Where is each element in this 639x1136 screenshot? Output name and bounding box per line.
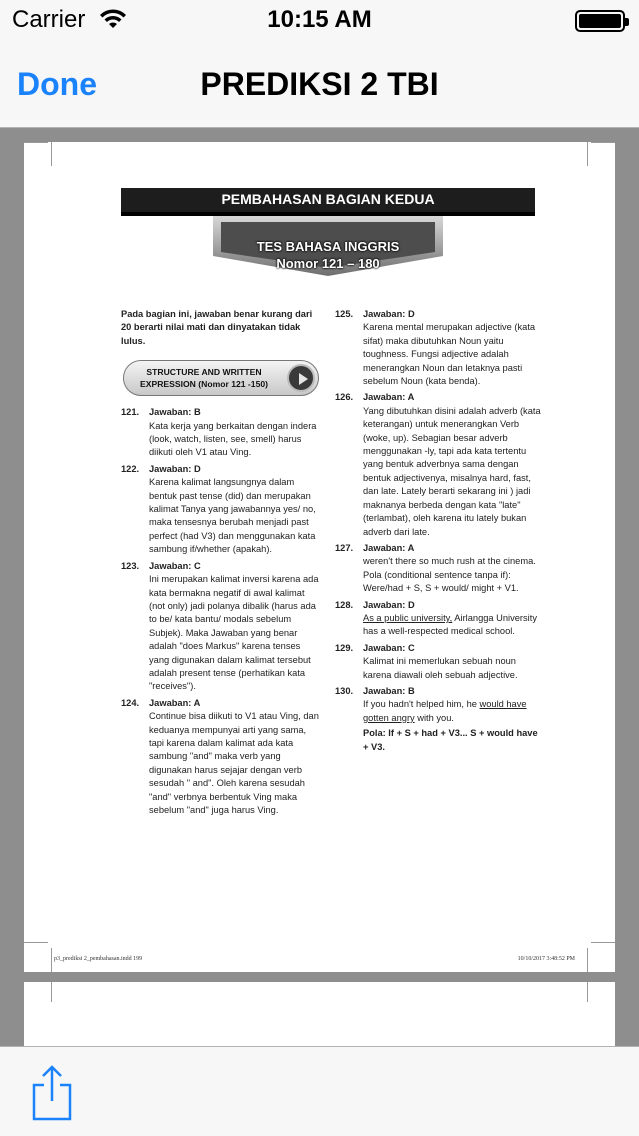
crop-mark bbox=[587, 948, 588, 972]
question-number: 123. bbox=[121, 560, 140, 571]
crop-mark bbox=[51, 948, 52, 972]
crop-mark bbox=[587, 142, 588, 166]
answer-label: Jawaban: C bbox=[363, 642, 415, 653]
question-item bbox=[335, 391, 541, 538]
status-bar bbox=[0, 0, 639, 40]
explanation-text: Yang dibutuhkan disini adalah adverb (kata keterangan) untuk menerangkan Verb (woke, up). Sebagian besar adverb menggunakan -ly, tapi ada kata tertentu yang bentuk adverbnya sama dengan bentuk adjectivenya, misalnya hard, fast, dan late. Lately berarti sekarang ini ) jadi maknanya berbeda dengan kata "late" (terlambat), oleh karena itu lately bukan adverb dari late. bbox=[363, 405, 541, 537]
nav-title: PREDIKSI 2 TBI bbox=[200, 66, 439, 102]
underlined-text: would have gotten angry bbox=[363, 699, 527, 723]
crop-mark bbox=[24, 942, 48, 943]
explanation-text: Kalimat ini memerlukan sebuah noun karena diawali oleh sebuah adjective. bbox=[363, 656, 518, 680]
explanation bbox=[363, 612, 541, 639]
question-item bbox=[335, 599, 541, 639]
question-number: 126. bbox=[335, 392, 354, 403]
question-number: 125. bbox=[335, 309, 354, 319]
crop-mark bbox=[591, 942, 615, 943]
answer-label: Jawaban: B bbox=[149, 407, 201, 418]
question-item bbox=[335, 542, 541, 596]
question-item bbox=[335, 642, 541, 682]
explanation-text: weren't there so much rush at the cinema. Pola (conditional sentence tanpa if): Were/had + S, S + would/ might + V1. bbox=[363, 556, 536, 594]
header-title: PEMBAHASAN BAGIAN KEDUA bbox=[221, 191, 435, 207]
explanation-text: Airlangga University has a well-respected medical school. bbox=[363, 612, 537, 637]
explanation-text: Karena mental merupakan adjective (kata sifat) maka dibutuhkan Noun yaitu toughness. Fungsi adjective adalah menerangkan Noun dan letaknya pasti sebelum Noun (kata benda). bbox=[363, 322, 536, 387]
question-item bbox=[121, 406, 321, 460]
question-number: 129. bbox=[335, 642, 354, 653]
explanation bbox=[149, 476, 321, 556]
right-column bbox=[335, 308, 541, 757]
explanation bbox=[363, 555, 541, 595]
question-item bbox=[335, 685, 541, 754]
carrier-label: Carrier bbox=[12, 6, 86, 33]
answer-label: Jawaban: A bbox=[149, 697, 201, 708]
question-item bbox=[121, 697, 321, 818]
question-number: 121. bbox=[121, 407, 140, 418]
done-button[interactable]: Done bbox=[17, 66, 97, 102]
question-number: 130. bbox=[335, 685, 354, 696]
answer-label: Jawaban: A bbox=[363, 392, 415, 403]
next-page[interactable] bbox=[24, 982, 615, 1052]
bottom-toolbar bbox=[0, 1046, 639, 1136]
explanation-text: Karena kalimat langsungnya dalam bentuk past tense (did) dan merupakan kalimat Tanya yang jawabannya yes/ no, maka tensesnya berubah menjadi past perfect (had V3) dan menggunakan kata sambung if/whether (apakah). bbox=[149, 477, 316, 555]
answer-label: Jawaban: D bbox=[149, 463, 201, 474]
answer-label: Jawaban: A bbox=[363, 542, 415, 553]
question-number: 122. bbox=[121, 463, 140, 474]
crop-mark bbox=[51, 982, 52, 1002]
crop-mark bbox=[24, 142, 48, 143]
left-column bbox=[121, 308, 321, 820]
footer-filename: p3_prediksi 2_pembahasan.indd 199 bbox=[54, 956, 143, 962]
battery-icon bbox=[575, 10, 625, 32]
explanation bbox=[363, 321, 541, 388]
answer-label: Jawaban: D bbox=[363, 599, 415, 610]
question-number: 124. bbox=[121, 697, 140, 708]
underlined-text: As a public university, bbox=[363, 612, 453, 623]
explanation bbox=[149, 710, 321, 817]
banner-line2: Nomor 121 – 180 bbox=[276, 256, 380, 271]
question-item bbox=[335, 308, 541, 388]
pattern-text: Pola: If + S + had + V3... S + would have + V3. bbox=[363, 728, 538, 752]
explanation-text: Ini merupakan kalimat inversi karena ada kata bermakna negatif di awal kalimat (not only) jadi polanya dibalik (harus ada to be/ kata bantu/ modals sebelum Subjek). Maka Jawaban yang benar adalah "does Markus" karena tenses yang digunakan dalam kalimat tersebut adalah present tense (perhatikan kata "receives"). bbox=[149, 574, 319, 692]
footer-timestamp: 10/10/2017 3:48:52 PM bbox=[517, 956, 575, 962]
question-item bbox=[121, 560, 321, 694]
answer-label: Jawaban: B bbox=[363, 685, 415, 696]
explanation bbox=[363, 655, 541, 682]
section-header bbox=[121, 188, 535, 278]
intro-text: Pada bagian ini, jawaban benar kurang dari 20 berarti nilai mati dan dinyatakan tidak lulus. bbox=[121, 309, 313, 346]
clock: 10:15 AM bbox=[267, 6, 372, 33]
share-icon[interactable] bbox=[28, 1063, 76, 1121]
explanation-text: If you hadn't helped him, he bbox=[363, 699, 480, 710]
section-button-label: STRUCTURE AND WRITTEN EXPRESSION (Nomor 121 -150) bbox=[140, 367, 268, 390]
explanation-text: Kata kerja yang berkaitan dengan indera (look, watch, listen, see, smell) harus diikuti oleh V1 atau Ving. bbox=[149, 420, 317, 458]
crop-mark bbox=[51, 142, 52, 166]
top-bar bbox=[0, 0, 639, 128]
explanation-text: Continue bisa diikuti to V1 atau Ving, dan keduanya mempunyai arti yang sama, tapi karena dalam kalimat ada kata sambung "and" maka verb yang digunakan harus sejajar dengan verb sesudah " and". Oleh karena sesudah "and" verbnya berbentuk Ving maka sebelum "and" juga harus Ving. bbox=[149, 711, 319, 815]
explanation bbox=[149, 573, 321, 694]
question-number: 128. bbox=[335, 599, 354, 610]
explanation bbox=[363, 405, 541, 539]
explanation-text: with you. bbox=[414, 712, 454, 723]
section-button bbox=[123, 360, 319, 396]
header-banner bbox=[213, 212, 443, 276]
document-page[interactable] bbox=[24, 142, 615, 972]
crop-mark bbox=[591, 142, 615, 143]
play-icon bbox=[287, 364, 315, 392]
answer-label: Jawaban: D bbox=[363, 309, 415, 319]
question-item bbox=[121, 463, 321, 557]
explanation bbox=[363, 698, 541, 725]
explanation bbox=[149, 420, 321, 460]
question-number: 127. bbox=[335, 542, 354, 553]
crop-mark bbox=[587, 982, 588, 1002]
header-bar bbox=[121, 188, 535, 214]
banner-line1: TES BAHASA INGGRIS bbox=[256, 239, 400, 254]
answer-label: Jawaban: C bbox=[149, 560, 201, 571]
